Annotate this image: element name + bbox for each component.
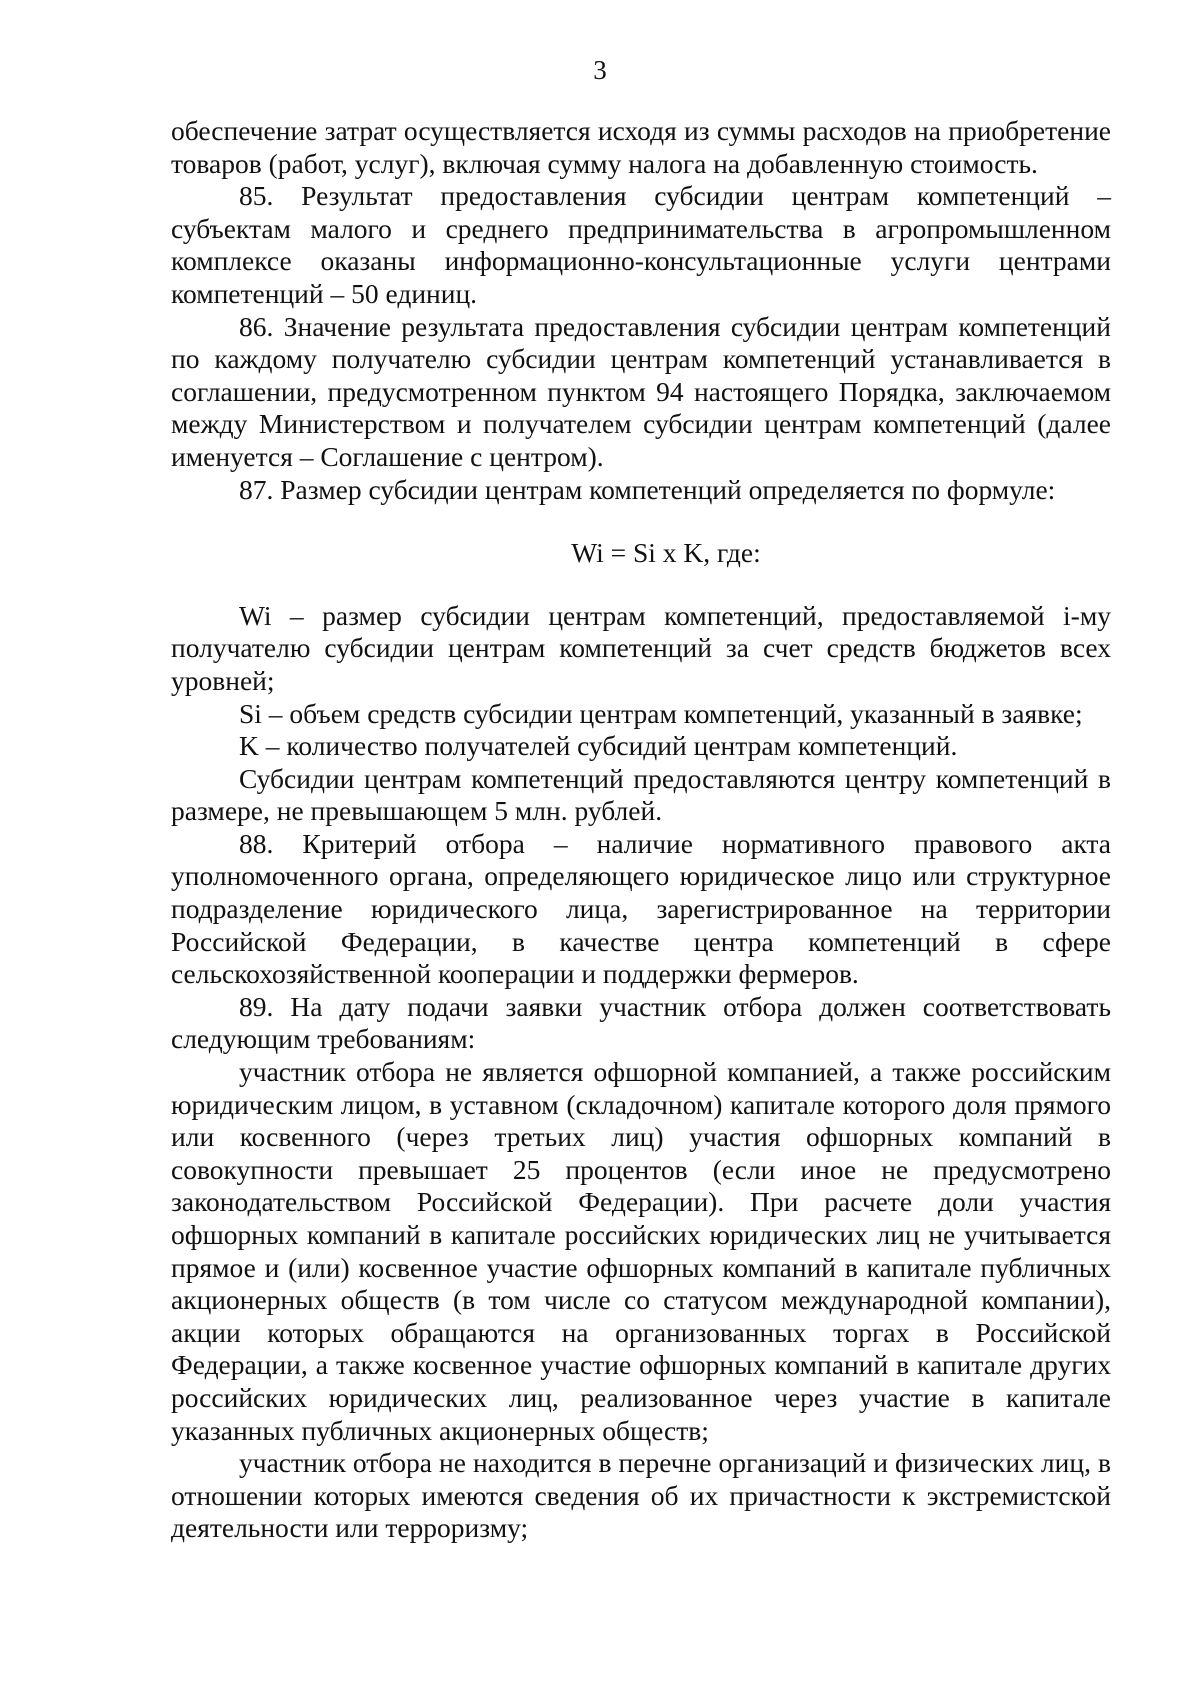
- document-body: [171, 115, 1111, 1545]
- paragraph-continuation: обеспечение затрат осуществляется исходя из суммы расходов на приобретение товаров (работ, услуг), включая сумму налога на добавленную стоимость.: [171, 115, 1111, 179]
- paragraph-87: 87. Размер субсидии центрам компетенций определяется по формуле:: [239, 473, 1056, 505]
- paragraph-89: 89. На дату подачи заявки участник отбора должен соответствовать следующим требованиям:: [171, 990, 1111, 1055]
- definition-si: Si – объем средств субсидии центрам компетенций, указанный в заявке;: [239, 697, 1083, 729]
- requirement-offshore: участник отбора не является офшорной компанией, а также российским юридическим лицом, в уставном (складочном) капитале которого доля прямого или косвенного (через третьих лиц) участия офшорных компаний в совокупности превышает 25 процентов (если иное не предусмотрено законодательством Российской Федерации). При расчете доли участия офшорных компаний в капитале российских юридических лиц не учитывается прямое и (или) косвенное участие офшорных компаний в капитале публичных акционерных обществ (в том числе со статусом международной компании), акции которых обращаются на организованных торгах в Российской Федерации, а также косвенное участие офшорных компаний в капитале других российских юридических лиц, реализованное через участие в капитале указанных публичных акционерных обществ;: [171, 1056, 1111, 1446]
- subsidy-limit-paragraph: Субсидии центрам компетенций предоставляются центру компетенций в размере, не превышающем 5 млн. рублей.: [171, 762, 1111, 827]
- requirement-extremism: участник отбора не находится в перечне организаций и физических лиц, в отношении которых имеются сведения об их причастности к экстремистской деятельности или терроризму;: [171, 1447, 1111, 1544]
- paragraph-88: 88. Критерий отбора – наличие нормативного правового акта уполномоченного органа, определяющего юридическое лицо или структурное подразделение юридического лица, зарегистрированное на территории Российской Федерации, в качестве центра компетенций в сфере сельскохозяйственной кооперации и поддержки фермеров.: [171, 827, 1111, 990]
- paragraph-85: 85. Результат предоставления субсидии центрам компетенций – субъектам малого и среднего предпринимательства в агропромышленном комплексе оказаны информационно-консультационные услуги центрами компетенций – 50 единиц.: [171, 180, 1111, 309]
- paragraph-86: 86. Значение результата предоставления субсидии центрам компетенций по каждому получателю субсидии центрам компетенций устанавливается в соглашении, предусмотренном пунктом 94 настоящего Порядка, заключаемом между Министерством и получателем субсидии центрам компетенций (далее именуется – Соглашение с центром).: [171, 310, 1111, 472]
- formula: Wi = Si x K, где:: [571, 537, 761, 569]
- definition-k: K – количество получателей субсидий центрам компетенций.: [239, 730, 958, 762]
- page-number: 3: [593, 55, 607, 85]
- definition-wi: Wi – размер субсидии центрам компетенций, предоставляемой i-му получателю субсидии центрам компетенций за счет средств бюджетов всех уровней;: [171, 599, 1111, 696]
